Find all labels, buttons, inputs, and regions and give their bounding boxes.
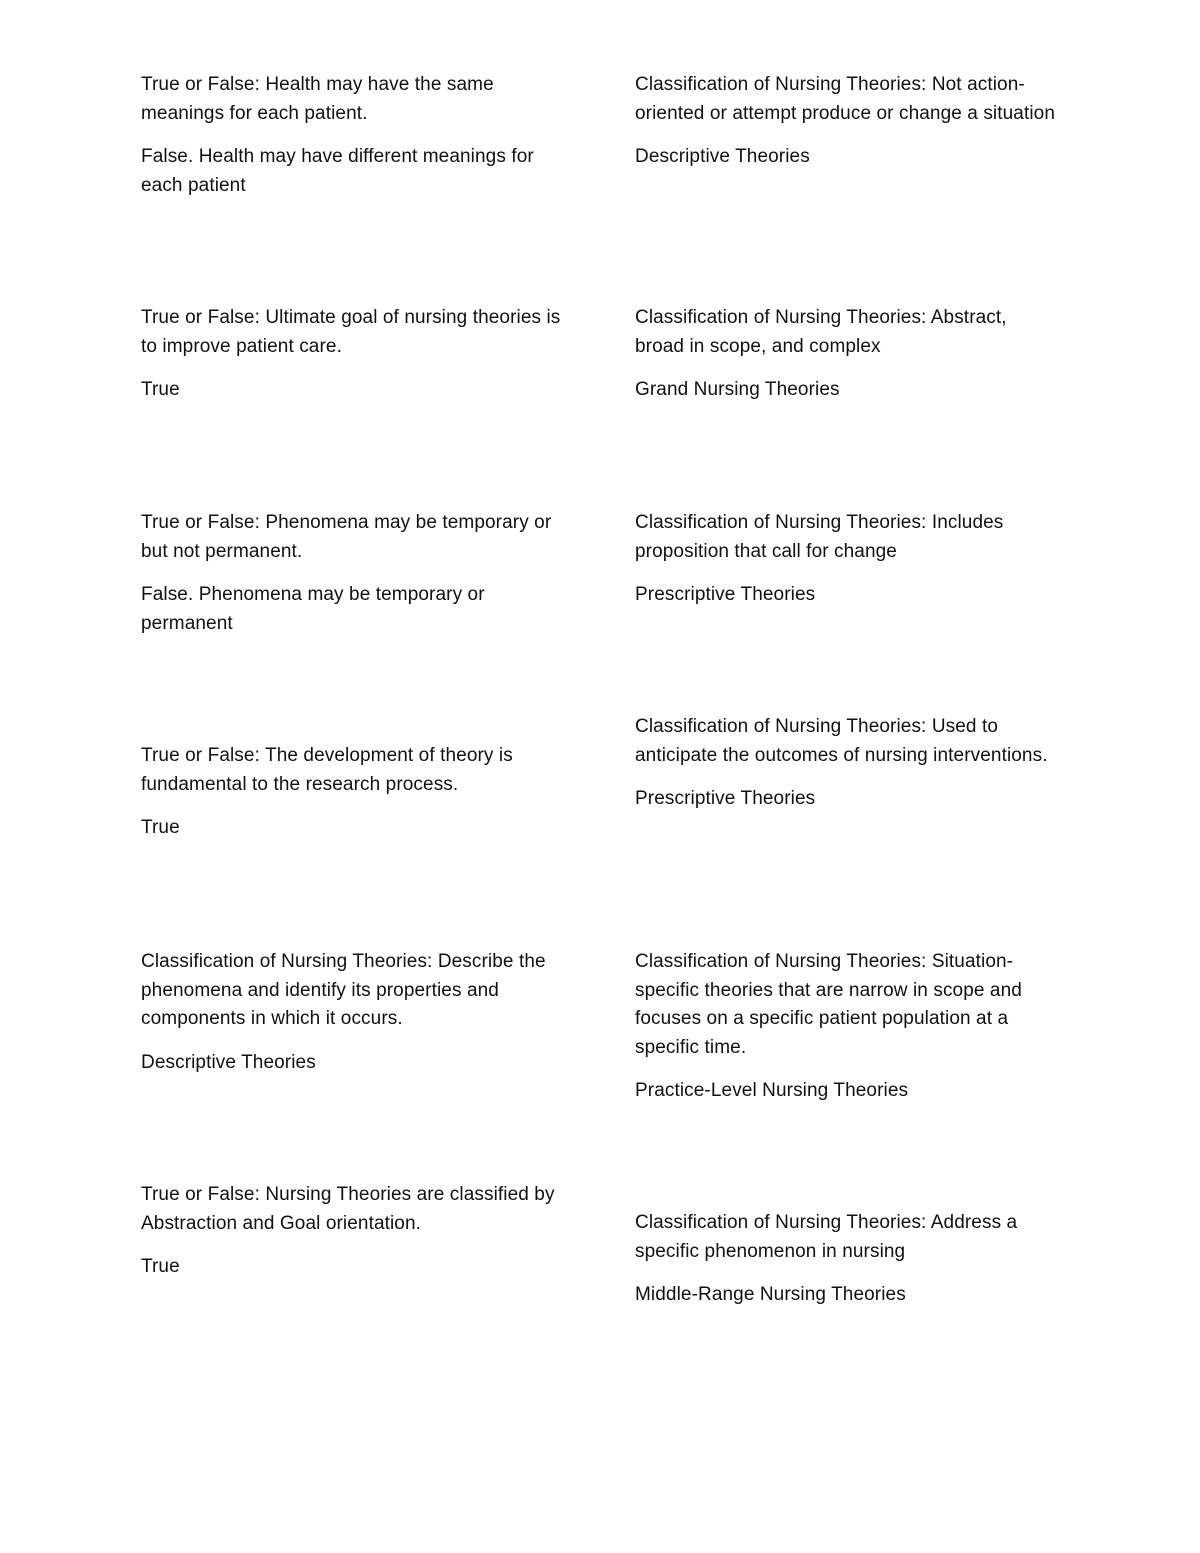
- flashcard-12: [635, 1209, 1055, 1310]
- card-question: Classification of Nursing Theories: Used to anticipate the outcomes of nursing interventions.: [635, 716, 1048, 766]
- card-answer: True: [141, 1256, 180, 1277]
- flashcard-6: [635, 509, 1055, 610]
- flashcard-2: [635, 71, 1055, 172]
- card-question: Classification of Nursing Theories: Not action-oriented or attempt produce or change a situation: [635, 74, 1055, 124]
- card-answer: Prescriptive Theories: [635, 788, 816, 809]
- card-question: Classification of Nursing Theories: Abstract, broad in scope, and complex: [635, 307, 1007, 357]
- card-answer: Middle-Range Nursing Theories: [635, 1284, 906, 1305]
- card-answer: Grand Nursing Theories: [635, 379, 840, 400]
- card-question: True or False: The development of theory is fundamental to the research process.: [141, 745, 513, 795]
- flashcard-4: [635, 304, 1055, 405]
- card-question: True or False: Health may have the same meanings for each patient.: [141, 74, 494, 124]
- flashcard-7: [141, 742, 561, 843]
- flashcard-11: [141, 1181, 561, 1282]
- flashcard-1: [141, 71, 561, 200]
- card-question: Classification of Nursing Theories: Situation-specific theories that are narrow in scope and focuses on a specific patient population at a specific time.: [635, 951, 1022, 1058]
- card-answer: True: [141, 379, 180, 400]
- flashcard-9: [141, 948, 561, 1077]
- card-question: True or False: Phenomena may be temporary or but not permanent.: [141, 512, 552, 562]
- flashcard-5: [141, 509, 561, 638]
- card-question: True or False: Ultimate goal of nursing theories is to improve patient care.: [141, 307, 561, 357]
- card-question: Classification of Nursing Theories: Address a specific phenomenon in nursing: [635, 1212, 1018, 1262]
- card-question: True or False: Nursing Theories are classified by Abstraction and Goal orientation.: [141, 1184, 555, 1234]
- card-question: Classification of Nursing Theories: Describe the phenomena and identify its properties and components in which it occurs.: [141, 951, 546, 1029]
- card-answer: Descriptive Theories: [141, 1051, 316, 1073]
- card-answer: False. Phenomena may be temporary or permanent: [141, 584, 485, 634]
- card-answer: Practice-Level Nursing Theories: [635, 1080, 909, 1101]
- card-answer: Prescriptive Theories: [635, 584, 816, 605]
- card-answer: False. Health may have different meanings for each patient: [141, 146, 534, 196]
- flashcard-8: [635, 713, 1055, 814]
- card-answer: True: [141, 817, 180, 838]
- flashcard-10: [635, 948, 1055, 1106]
- card-question: Classification of Nursing Theories: Includes proposition that call for change: [635, 512, 1004, 562]
- flashcard-3: [141, 304, 561, 405]
- card-answer: Descriptive Theories: [635, 146, 810, 167]
